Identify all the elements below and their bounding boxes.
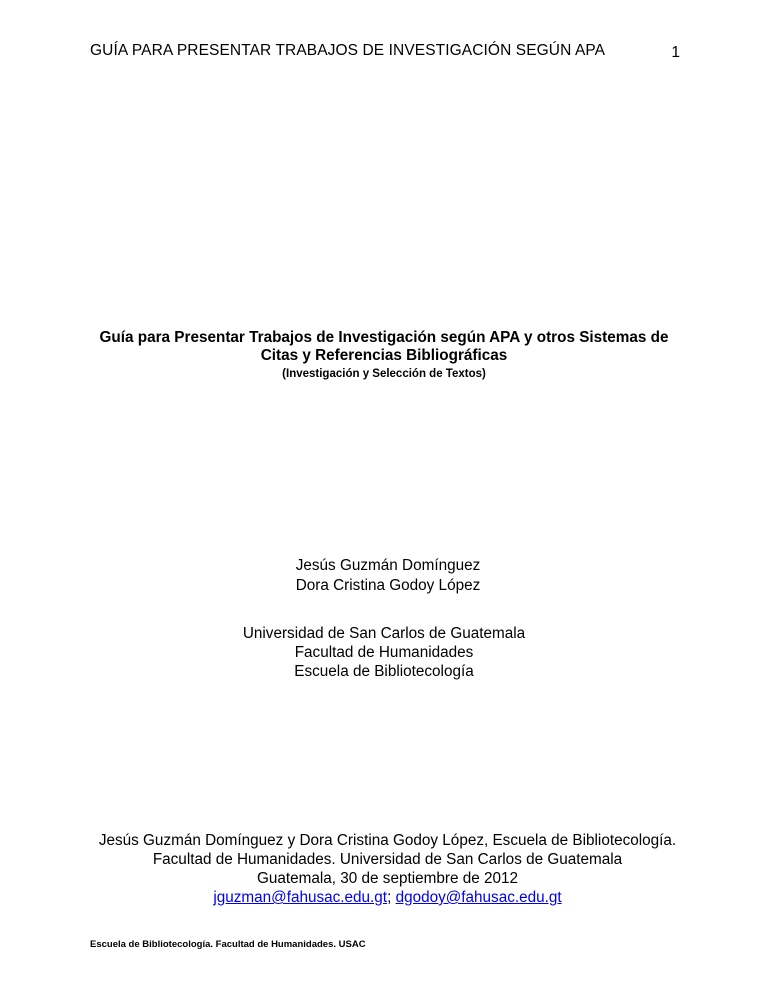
email-link-godoy[interactable]: dgodoy@fahusac.edu.gt <box>395 889 562 906</box>
page-footer: Escuela de Bibliotecología. Facultad de Humanidades. USAC <box>90 939 366 950</box>
author-name: Dora Cristina Godoy López <box>295 577 481 594</box>
page-number: 1 <box>671 44 680 61</box>
running-header: GUÍA PARA PRESENTAR TRABAJOS DE INVESTIGACIÓN SEGÚN APA <box>90 42 606 59</box>
citation-line: Jesús Guzmán Domínguez y Dora Cristina Godoy López, Escuela de Bibliotecología. <box>98 832 677 849</box>
contact-emails <box>80 888 695 907</box>
university-name: Universidad de San Carlos de Guatemala <box>242 625 526 642</box>
citation-line: Facultad de Humanidades. Universidad de San Carlos de Guatemala <box>152 851 623 868</box>
authors-block <box>0 556 768 596</box>
citation-date: Guatemala, 30 de septiembre de 2012 <box>256 870 519 887</box>
email-link-guzman[interactable]: jguzman@fahusac.edu.gt <box>213 889 388 906</box>
title-block <box>0 329 768 380</box>
citation-block <box>80 831 695 907</box>
email-separator: ; <box>387 889 396 906</box>
document-subtitle: (Investigación y Selección de Textos) <box>282 368 486 380</box>
faculty-name: Facultad de Humanidades <box>294 644 474 661</box>
document-title: Guía para Presentar Trabajos de Investigación según APA y otros Sistemas de Citas y Referencias Bibliográficas <box>99 329 669 364</box>
author-name: Jesús Guzmán Domínguez <box>295 557 481 574</box>
school-name: Escuela de Bibliotecología <box>294 663 474 680</box>
institution-block <box>0 624 768 681</box>
